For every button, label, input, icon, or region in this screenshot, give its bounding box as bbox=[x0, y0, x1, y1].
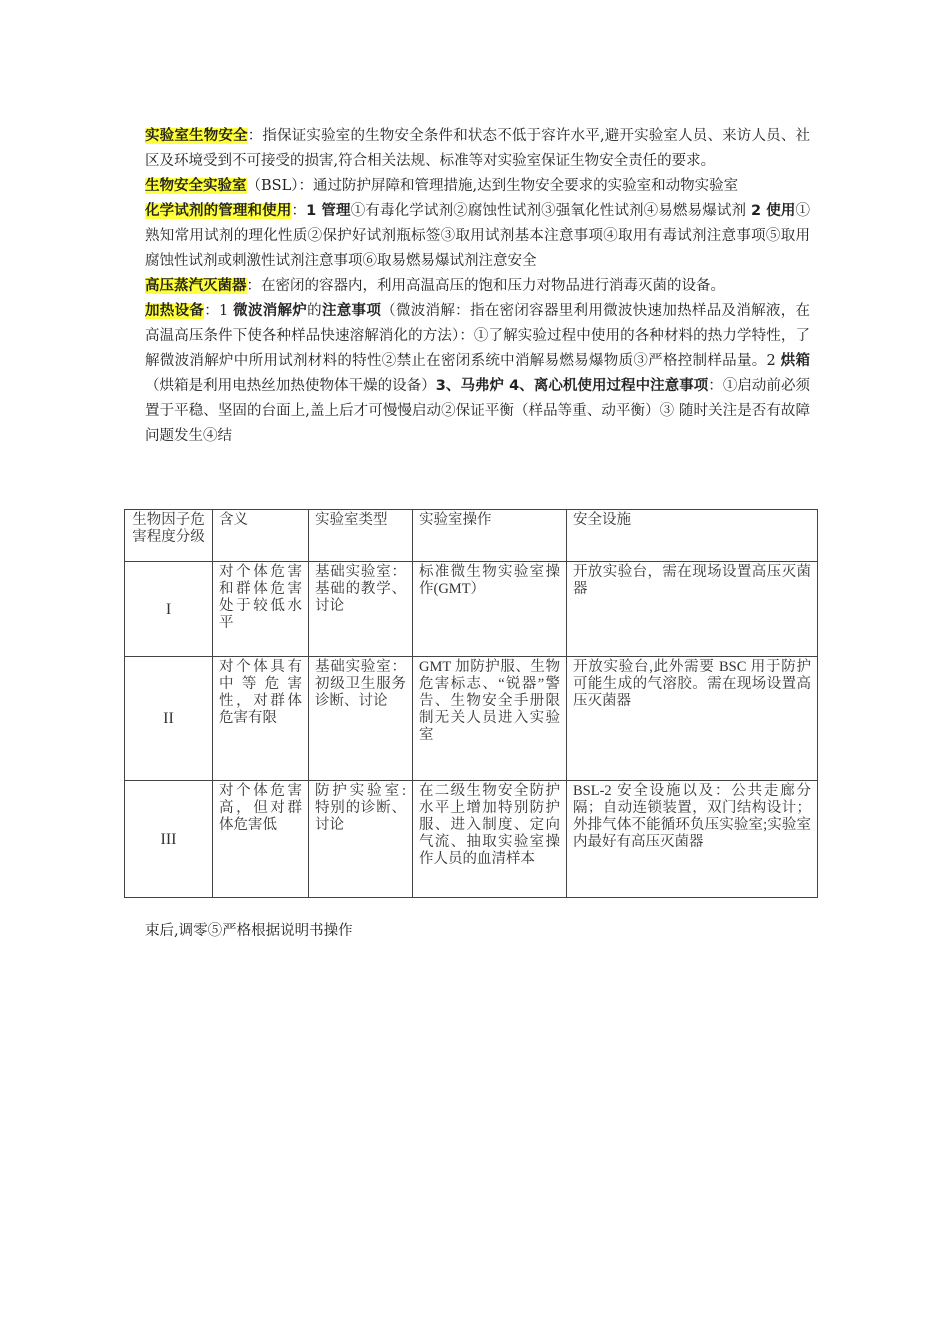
paragraph-autoclave bbox=[145, 274, 810, 299]
colon: ： bbox=[291, 203, 307, 219]
header-cell-lab-type: 实验室类型 bbox=[309, 510, 413, 562]
term-bsl: 生物安全实验室 bbox=[145, 178, 247, 194]
cell-lab-type: 防护实验室:特别的诊断、讨论 bbox=[309, 781, 413, 898]
table-row bbox=[125, 781, 818, 898]
cell-operation: GMT 加防护服、生物危害标志、“锐器”警告、生物安全手册限制无关人员进入实验室 bbox=[413, 657, 567, 781]
cell-facility: 开放实验台,此外需要 BSC 用于防护可能生成的气溶胶。需在现场设置高压灭菌器 bbox=[567, 657, 818, 781]
subheading-muffle-centrifuge: 3、马弗炉 4、离心机使用过程中注意事项 bbox=[435, 378, 709, 394]
table-header-row bbox=[125, 510, 818, 562]
cell-level: III bbox=[125, 781, 213, 898]
header-cell-facility: 安全设施 bbox=[567, 510, 818, 562]
cell-lab-type: 基础实验室：基础的教学、讨论 bbox=[309, 562, 413, 657]
term-autoclave: 高压蒸汽灭菌器 bbox=[145, 278, 247, 294]
management-text: ①有毒化学试剂②腐蚀性试剂③强氧化性试剂④易燃易爆试剂 bbox=[350, 203, 751, 219]
table-row bbox=[125, 657, 818, 781]
continued-text: 束后,调零⑤严格根据说明书操作 bbox=[145, 923, 353, 939]
heating-text-2: （微波消解：指在密闭容器里利用微波快速加热样品及消解液，在高温高压条件下使各种样品快速溶解消化的方法）：①了解实验过程中使用的各种材料的热力学特性，了解微波消解炉中所用试剂材料的特性②禁止在密闭系统中消解易燃易爆物质③严格控制样品量。2 bbox=[145, 303, 811, 369]
definition-text: ：在密闭的容器内，利用高温高压的饱和压力对物品进行消毒灭菌的设备。 bbox=[246, 278, 725, 294]
usage-text: ①熟知常用试剂的理化性质②保护好试剂瓶标签③取用试剂基本注意事项④取用有毒试剂注意事项⑤取用腐蚀性试剂或刺激性试剂注意事项⑥取易燃易爆试剂注意安全 bbox=[145, 203, 811, 269]
cell-level: II bbox=[125, 657, 213, 781]
paragraph-chemical-reagents bbox=[145, 199, 810, 274]
cell-level: I bbox=[125, 562, 213, 657]
header-cell-level: 生物因子危害程度分级 bbox=[125, 510, 213, 562]
cell-operation: 在二级生物安全防护水平上增加特别防护服、进入制度、定向气流、抽取实验室操作人员的血清样本 bbox=[413, 781, 567, 898]
cell-lab-type: 基础实验室：初级卫生服务诊断、讨论 bbox=[309, 657, 413, 781]
subheading-precautions: 注意事项 bbox=[321, 303, 382, 319]
cell-operation: 标准微生物实验室操作(GMT） bbox=[413, 562, 567, 657]
definition-text: ：指保证实验室的生物安全条件和状态不低于容许水平,避开实验室人员、来访人员、社区及环境受到不可接受的损害,符合相关法规、标准等对实验室保证生物安全责任的要求。 bbox=[145, 128, 811, 169]
heating-text-4: ：①启动前必须置于平稳、坚固的台面上,盖上后才可慢慢启动②保证平衡（样品等重、动平衡）③ 随时关注是否有故障问题发生④结 bbox=[145, 378, 811, 444]
heating-text-1: 的 bbox=[307, 303, 322, 319]
cell-facility: 开放实验台，需在现场设置高压灭菌器 bbox=[567, 562, 818, 657]
cell-meaning: 对个体危害和群体危害处于较低水平 bbox=[213, 562, 309, 657]
heating-text-0: ：1 bbox=[204, 303, 234, 319]
cell-meaning: 对个体危害高，但对群体危害低 bbox=[213, 781, 309, 898]
definition-text: （BSL）：通过防护屏障和管理措施,达到生物安全要求的实验室和动物实验室 bbox=[246, 178, 739, 194]
subheading-usage: 2 使用 bbox=[750, 203, 796, 219]
table-row bbox=[125, 562, 818, 657]
header-cell-operation: 实验室操作 bbox=[413, 510, 567, 562]
paragraph-bsl bbox=[145, 174, 810, 199]
subheading-microwave-digester: 微波消解炉 bbox=[233, 303, 308, 319]
cell-meaning: 对个体具有中等危害性，对群体危害有限 bbox=[213, 657, 309, 781]
paragraph-heating-equipment bbox=[145, 299, 810, 449]
header-cell-meaning: 含义 bbox=[213, 510, 309, 562]
term-lab-biosafety: 实验室生物安全 bbox=[145, 128, 248, 144]
cell-facility: BSL-2 安全设施以及：公共走廊分隔；自动连锁装置，双门结构设计；外排气体不能循环负压实验室;实验室内最好有高压灭菌器 bbox=[567, 781, 818, 898]
term-heating-equipment: 加热设备 bbox=[145, 303, 205, 319]
term-chemical-reagents: 化学试剂的管理和使用 bbox=[145, 203, 292, 219]
heating-text-3: （烘箱是利用电热丝加热使物体干燥的设备） bbox=[145, 378, 436, 394]
biosafety-level-table bbox=[124, 509, 818, 898]
paragraph-lab-biosafety bbox=[145, 124, 810, 174]
body-text bbox=[145, 124, 810, 449]
subheading-oven: 烘箱 bbox=[780, 353, 810, 369]
subheading-management: 1 管理 bbox=[306, 203, 351, 219]
